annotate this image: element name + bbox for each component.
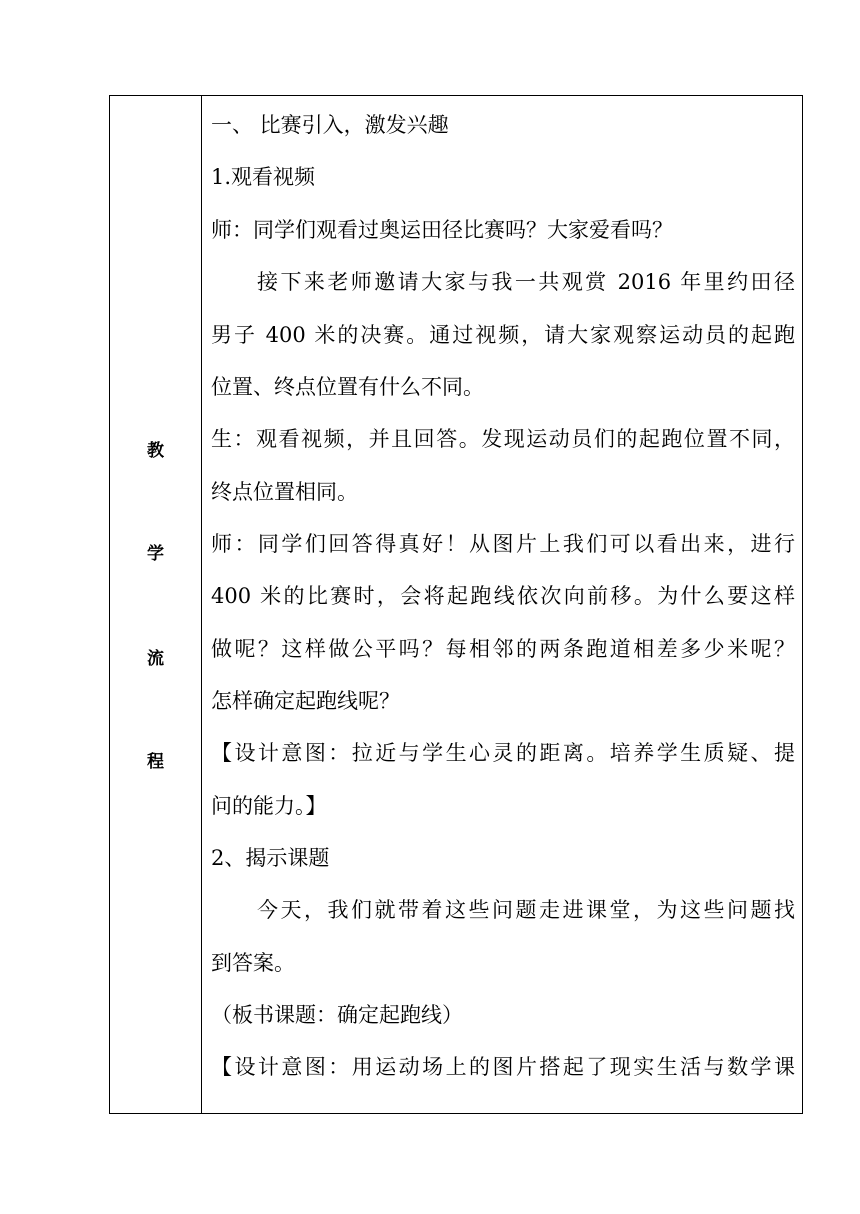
- section-label-char: 教: [147, 441, 164, 461]
- paragraph-line: 今天，我们就带着这些问题走进课堂，为这些问题找: [257, 898, 795, 922]
- column-divider: [201, 96, 202, 1113]
- paragraph-line: 终点位置相同。: [211, 480, 358, 504]
- paragraph-line: 师：同学们观看过奥运田径比赛吗？大家爱看吗？: [211, 218, 673, 242]
- lesson-table: [109, 95, 803, 1114]
- paragraph-line: 400 米的比赛时，会将起跑线依次向前移。为什么要这样: [211, 584, 795, 608]
- paragraph-line: 怎样确定起跑线呢？: [211, 689, 400, 713]
- paragraph-line: 做呢？这样做公平吗？每相邻的两条跑道相差多少米呢？: [211, 637, 795, 661]
- design-intent-line: 【设计意图：用运动场上的图片搭起了现实生活与数学课: [211, 1055, 795, 1079]
- board-title-note: （板书课题：确定起跑线）: [211, 1003, 463, 1027]
- section-label-char: 流: [147, 649, 164, 669]
- design-intent-line: 【设计意图：拉近与学生心灵的距离。培养学生质疑、提: [211, 741, 795, 765]
- paragraph-line: 位置、终点位置有什么不同。: [211, 375, 484, 399]
- paragraph-line: 到答案。: [211, 951, 295, 975]
- subheading: 2、揭示课题: [211, 846, 330, 870]
- paragraph-line: 接下来老师邀请大家与我一共观赏 2016 年里约田径: [257, 270, 795, 294]
- section-label-char: 程: [147, 752, 164, 772]
- lesson-content: [211, 96, 795, 1113]
- section-heading: 一、 比赛引入，激发兴趣: [211, 113, 449, 137]
- paragraph-line: 生：观看视频，并且回答。发现运动员们的起跑位置不同，: [211, 427, 795, 451]
- section-label-char: 学: [147, 544, 164, 564]
- paragraph-line: 男子 400 米的决赛。通过视频，请大家观察运动员的起跑: [211, 323, 795, 347]
- paragraph-line: 师：同学们回答得真好！从图片上我们可以看出来，进行: [211, 532, 795, 556]
- design-intent-line: 问的能力。】: [211, 794, 327, 818]
- subheading: 1.观看视频: [211, 165, 316, 189]
- section-label-column: [110, 96, 201, 1113]
